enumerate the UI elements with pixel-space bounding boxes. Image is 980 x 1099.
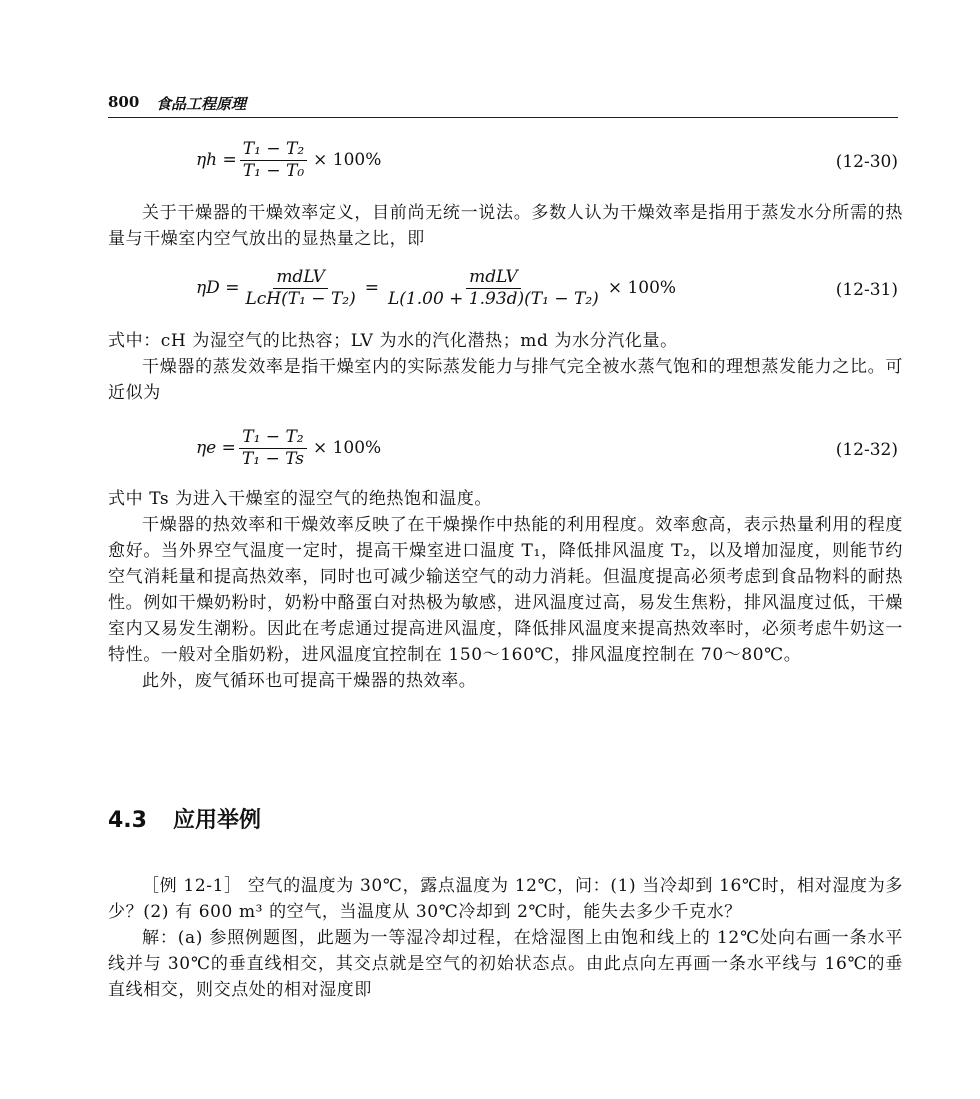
paragraph-thermal-efficiency (108, 486, 903, 694)
eq2-equals: = (364, 278, 379, 299)
page-number: 800 (108, 93, 140, 111)
eq1-tail: × 100% (313, 150, 382, 171)
eq2-number: (12-31) (835, 280, 898, 300)
paragraph-line: 关于干燥器的干燥效率定义，目前尚无统一说法。多数人认为干燥效率是指用于蒸发水分所需的热量与干燥室内空气放出的显热量之比，即 (108, 203, 903, 249)
section-number: 4.3 (108, 808, 147, 833)
eq2-frac2-denominator: L(1.00 + 1.93d)(T₁ − T₂) (387, 288, 599, 309)
eq1-number: (12-30) (835, 152, 898, 172)
eq2-lhs: ηD = (196, 278, 240, 299)
eq1-lhs: ηh = (196, 150, 237, 171)
eq3-lhs: ηe = (196, 438, 236, 459)
eq2-fraction-2 (385, 268, 602, 308)
running-header (108, 93, 898, 118)
paragraph-line: 此外，废气循环也可提高干燥器的热效率。 (142, 671, 477, 691)
eq1-numerator: T₁ − T₂ (240, 140, 307, 161)
paragraph-line: 干燥器的蒸发效率是指干燥室内的实际蒸发能力与排气完全被水蒸气饱和的理想蒸发能力之比。可近似为 (108, 357, 903, 403)
equation-12-30 (0, 140, 980, 190)
equation-12-31 (0, 268, 980, 318)
eq2-frac1-numerator: mdLV (273, 268, 328, 289)
section-title: 应用举例 (172, 808, 261, 833)
paragraph-line: 式中 Ts 为进入干燥室的湿空气的绝热饱和温度。 (108, 489, 493, 509)
eq3-number: (12-32) (835, 440, 898, 460)
paragraph-example-12-1 (108, 873, 903, 1003)
book-title: 食品工程原理 (156, 95, 247, 113)
eq2-tail: × 100% (607, 278, 677, 299)
paragraph-efficiency-definition (108, 200, 903, 252)
paragraph-line: 干燥器的热效率和干燥效率反映了在干燥操作中热能的利用程度。效率愈高，表示热量利用的程度愈好。当外界空气温度一定时，提高干燥室进口温度 T₁，降低排风温度 T₂，以及增加湿度，则能节约空气消耗量和提高热效率，同时也可减少输送空气的动力消耗。但温度提高必须考虑到食品物料的耐热性。例如干燥奶粉时，奶粉中酪蛋白对热极为敏感，进风温度过高，易发生焦粉，排风温度过低，干燥室内又易发生潮粉。因此在考虑通过提高进风温度，降低排风温度来提高热效率时，必须考虑牛奶这一特性。一般对全脂奶粉，进风温度宜控制在 150～160℃，排风温度控制在 70～80℃。 (108, 515, 903, 665)
eq3-denominator: T₁ − Ts (241, 448, 304, 469)
eq2-fraction-1 (242, 268, 358, 308)
eq3-tail: × 100% (312, 438, 382, 459)
paragraph-evaporation-efficiency (108, 328, 903, 406)
paragraph-line: ［例 12-1］ 空气的温度为 30℃，露点温度为 12℃，问：(1) 当冷却到 16℃时，相对湿度为多少？(2) 有 600 m³ 的空气，当温度从 30℃冷却到 2℃时，能失去多少千克水？ (108, 876, 903, 922)
equation-12-32 (0, 428, 980, 478)
eq2-frac2-numerator: mdLV (466, 268, 521, 289)
section-heading (108, 803, 261, 834)
paragraph-line: 解：(a) 参照例题图，此题为一等湿冷却过程，在焓湿图上由饱和线上的 12℃处向右画一条水平线并与 30℃的垂直线相交，其交点就是空气的初始状态点。由此点向左再画一条水平线与 16℃的垂直线相交，则交点处的相对湿度即 (108, 928, 903, 1000)
eq1-fraction (240, 140, 307, 180)
paragraph-line: 式中：cH 为湿空气的比热容；LV 为水的汽化潜热；md 为水分汽化量。 (108, 331, 678, 351)
eq3-numerator: T₁ − T₂ (239, 428, 306, 449)
eq2-frac1-denominator: LcH(T₁ − T₂) (245, 288, 356, 309)
eq3-fraction (239, 428, 307, 468)
eq1-denominator: T₁ − T₀ (242, 160, 305, 181)
